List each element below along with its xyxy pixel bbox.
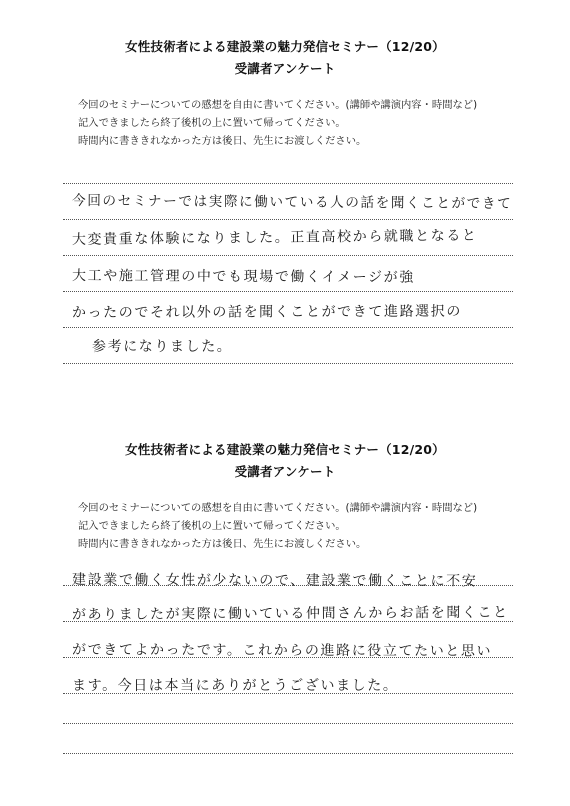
instruction-line-1: 今回のセミナーについての感想を自由に書いてください。(講師や講演内容・時間など) [78,502,478,514]
answer-rule [63,255,513,256]
answer-rule [63,753,513,754]
handwritten-answer-line: 大工や施工管理の中でも現場で働くイメージが強 [72,268,415,286]
answer-rule [63,183,513,184]
survey-subtitle: 受講者アンケート [234,464,336,479]
handwritten-answer-line: 今回のセミナーでは実際に働いている人の話を聞くことができて [72,193,513,213]
handwritten-answer-line: 参考になりました。 [92,339,233,355]
instruction-line-3: 時間内に書ききれなかった方は後日、先生にお渡しください。 [78,135,367,147]
handwritten-answer-line: 大変貴重な体験になりました。正直高校から就職となると [71,227,478,249]
handwritten-answer-line: ます。今日は本当にありがとうございました。 [72,678,399,694]
answer-rule [63,363,513,364]
seminar-title: 女性技術者による建設業の魅力発信セミナー（12/20） [125,39,445,54]
instruction-line-3: 時間内に書ききれなかった方は後日、先生にお渡しください。 [78,538,367,550]
answer-rule [63,327,513,328]
instruction-line-2: 記入できましたら終了後机の上に置いて帰ってください。 [78,117,346,129]
survey-subtitle: 受講者アンケート [234,61,336,76]
instruction-line-2: 記入できましたら終了後机の上に置いて帰ってください。 [78,520,346,532]
instruction-line-1: 今回のセミナーについての感想を自由に書いてください。(講師や講演内容・時間など) [78,99,478,111]
handwritten-answer-line: かったのでそれ以外の話を聞くことができて進路選択の [71,303,462,321]
answer-rule [63,291,513,292]
survey-sheet-2 [0,403,570,806]
answer-rule [63,723,513,724]
handwritten-answer-line: 建設業で働く女性が少ないので、建設業で働くことに不安 [72,572,478,590]
handwritten-answer-line: ができてよかったです。これからの進路に役立てたいと思い [72,642,493,660]
handwritten-answer-line: がありましたが実際に働いている仲間さんからお話を聞くこと [71,604,509,623]
answer-rule [63,219,513,220]
seminar-title: 女性技術者による建設業の魅力発信セミナー（12/20） [125,442,445,457]
